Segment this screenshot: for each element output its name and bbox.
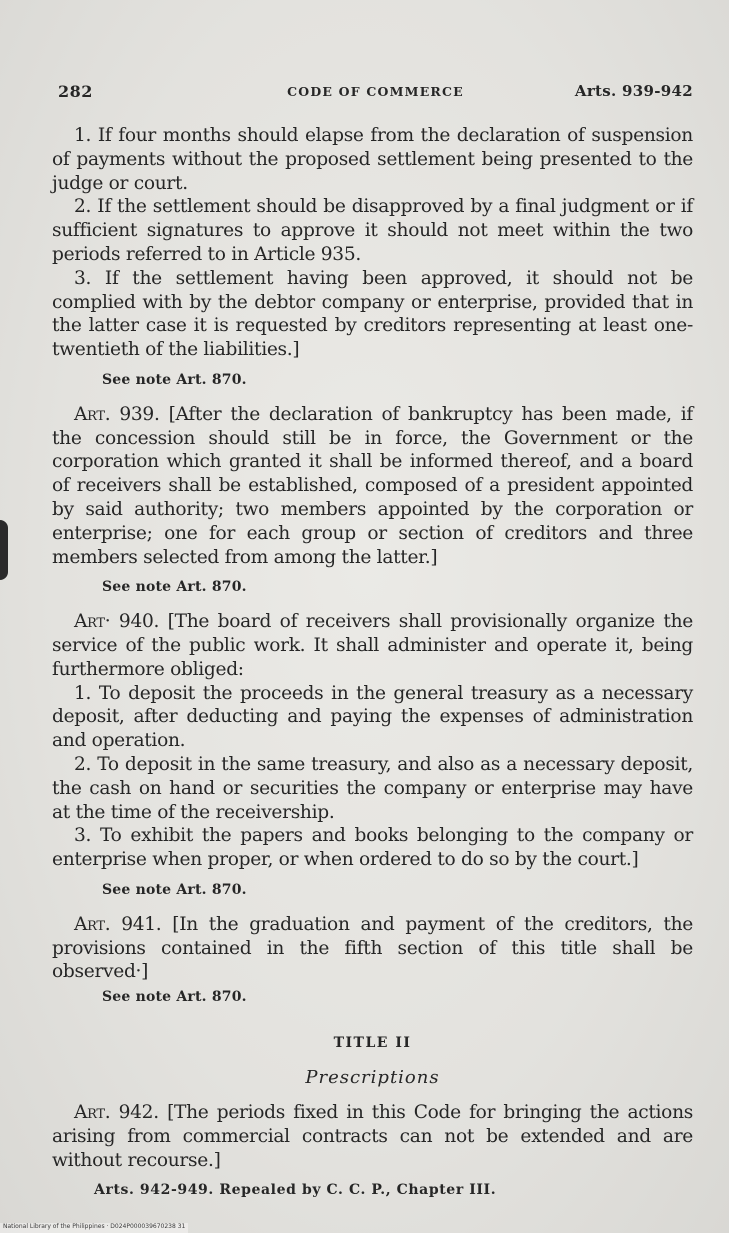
- note-1: See note Art. 870.: [102, 371, 247, 388]
- page-number: 282: [58, 82, 93, 101]
- article-939: [52, 403, 693, 570]
- article-939-text: [After the declaration of bankruptcy has been made, if the concession should still be in force, the Government or the corporation which granted it shall be informed thereof, and a board of receivers shall be established, composed of a president appointed by said authority; two members appointed by the corporation or enterprise; one for each group or section of creditors and three members selected from among the latter.]: [52, 403, 693, 568]
- page-body: [52, 124, 693, 1203]
- note-3: See note Art. 870.: [102, 881, 247, 898]
- article-942-text: [The periods fixed in this Code for bringing the actions arising from commercial contracts can not be extended and are without recourse.]: [52, 1102, 693, 1172]
- article-942: [52, 1101, 693, 1172]
- article-941-text: [In the graduation and payment of the creditors, the provisions contained in the fifth section of this title shall be observed·]: [52, 913, 693, 983]
- library-watermark: National Library of the Philippines · D024P000039670238 31: [0, 1223, 188, 1233]
- paragraph-3: 3. If the settlement having been approved, it should not be complied with by the debtor company or enterprise, provided that in the latter case it is requested by creditors representing at least one-twentieth of the liabilities.]: [52, 267, 693, 361]
- article-939-label: Art. 939.: [74, 403, 160, 425]
- repealed-note: Arts. 942-949. Repealed by C. C. P., Chapter III.: [94, 1181, 497, 1198]
- article-941-label: Art. 941.: [74, 913, 162, 935]
- article-940-item-3: 3. To exhibit the papers and books belonging to the company or enterprise when proper, or when ordered to do so by the court.]: [52, 825, 693, 871]
- article-940-label: Art· 940.: [74, 611, 160, 633]
- article-942-label: Art. 942.: [74, 1102, 159, 1124]
- scan-blot: [0, 520, 8, 580]
- page-header: [58, 82, 693, 106]
- note-4: See note Art. 870.: [102, 989, 247, 1006]
- article-940-item-2: 2. To deposit in the same treasury, and also as a necessary deposit, the cash on hand or securities the company or enterprise may have at the time of the receivership.: [52, 753, 693, 823]
- article-941: [52, 913, 693, 984]
- title-heading: TITLE II: [333, 1034, 412, 1051]
- paragraph-1: 1. If four months should elapse from the declaration of suspension of payments without the proposed settlement being presented to the judge or court.: [52, 125, 693, 194]
- paragraph-2: 2. If the settlement should be disapproved by a final judgment or if sufficient signatures to approve it should not meet within the two periods referred to in Article 935.: [52, 196, 693, 265]
- article-940: [52, 610, 693, 681]
- article-940-item-1: 1. To deposit the proceeds in the general treasury as a necessary deposit, after deducting and paying the expenses of administration and operation.: [52, 682, 693, 752]
- note-2: See note Art. 870.: [102, 579, 247, 596]
- article-940-text: [The board of receivers shall provisionally organize the service of the public work. It shall administer and operate it, being furthermore obliged:: [52, 611, 693, 680]
- title-subheading: Prescriptions: [305, 1066, 440, 1088]
- article-range: Arts. 939-942: [574, 82, 693, 100]
- running-title: CODE OF COMMERCE: [287, 84, 464, 99]
